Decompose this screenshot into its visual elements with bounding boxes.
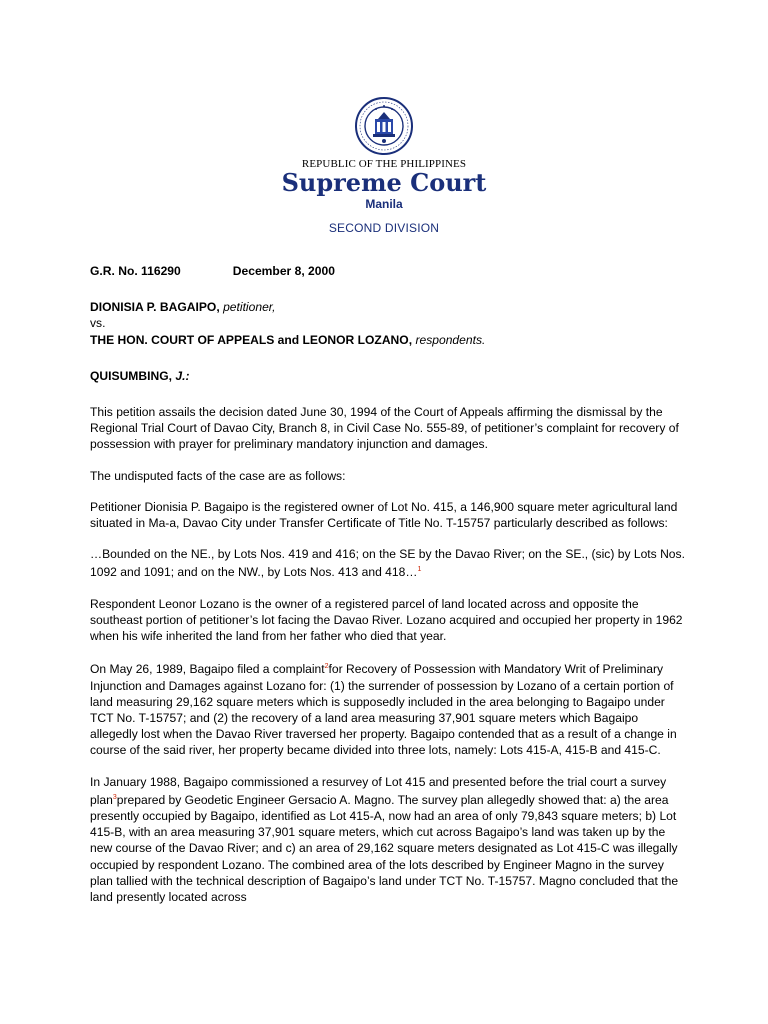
paragraph-text: In January 1988, Bagaipo commissioned a resurvey of Lot 415 and presented before the trial court a survey plan	[90, 774, 667, 807]
paragraph-text: prepared by Geodetic Engineer Gersacio A. Magno. The survey plan allegedly showed that: a) the area presently occupied by Bagaipo, identified as Lot 415-A, now had an area of only 79,843 square meters; b) Lot 415-B, with an area measuring 37,901 square meters, which cut across Bagaipo’s land was taken up by the new course of the Davao River; and c) an area of 29,162 square meters designated as Lot 415-C was illegally occupied by respondent Lozano. The combined area of the lots described by Engineer Magno in the survey plan tallied with the technical description of Bagaipo’s land under TCT No. T-15757. Magno concluded that the land presently located across	[90, 792, 679, 904]
footnote-link[interactable]: 2	[324, 663, 329, 671]
ponente-name: QUISUMBING,	[90, 368, 172, 383]
paragraph: This petition assails the decision dated June 30, 1994 of the Court of Appeals affirming the dismissal by the Regional Trial Court of Davao City, Branch 8, in Civil Case No. 555-89, of petitioner’s complaint for recovery of possession with prayer for preliminary mandatory injunction and damages.	[90, 405, 679, 452]
supreme-court-seal-icon	[354, 96, 414, 156]
petitioner-name: DIONISIA P. BAGAIPO,	[90, 300, 220, 315]
court-title: Supreme Court	[281, 168, 487, 197]
paragraph: Petitioner Dionisia P. Bagaipo is the registered owner of Lot No. 415, a 146,900 square meter agricultural land situated in Ma-a, Davao City under Transfer Certificate of Title No. T-15757 particularly described as follows:	[90, 499, 678, 531]
respondent-role: respondents.	[415, 332, 486, 347]
respondent-name: THE HON. COURT OF APPEALS and LEONOR LOZANO,	[90, 332, 413, 347]
respondent-line	[90, 332, 685, 348]
versus-label: vs.	[90, 316, 106, 331]
decision-body	[90, 263, 685, 920]
paragraph-text: On May 26, 1989, Bagaipo filed a complaint	[90, 662, 325, 677]
footnote-link[interactable]: 3	[112, 793, 117, 801]
court-city: Manila	[365, 197, 403, 211]
footnote-link[interactable]: 1	[417, 566, 422, 574]
paragraph: Respondent Leonor Lozano is the owner of a registered parcel of land located across and opposite the southeast portion of petitioner’s lot facing the Davao River. Lozano acquired and occupied her property in 1962 when his wife inherited the land from her father who died that year.	[90, 596, 683, 644]
paragraph-text: for Recovery of Possession with Mandatory Writ of Preliminary Injunction and Damages against Lozano for: (1) the surrender of possession by Lozano of a certain portion of land measuring 29,162 square meters which is supposedly included in the area belonging to Bagaipo under TCT No. T-15757; and (2) the recovery of a land area measuring 37,901 square meters which Bagaipo allegedly lost when the Davao River traversed her property. Bagaipo contended that as a result of a change in course of the said river, her property became divided into three lots, namely: Lots 415-A, 415-B and 415-C.	[90, 662, 677, 758]
republic-label: REPUBLIC OF THE PHILIPPINES	[301, 158, 467, 170]
quoted-paragraph	[90, 546, 685, 580]
petitioner-role: petitioner,	[223, 300, 276, 315]
paragraph	[90, 774, 685, 906]
quoted-text: …Bounded on the NE., by Lots Nos. 419 and 416; on the SE by the Davao River; on the SE., (sic) by Lots Nos. 1092 and 1091; and on the NW., by Lots Nos. 413 and 418…	[90, 547, 685, 580]
decision-date: December 8, 2000	[232, 264, 335, 278]
ponente-suffix: J.:	[175, 368, 190, 383]
paragraph	[90, 659, 685, 758]
paragraph: The undisputed facts of the case are as follows:	[90, 468, 346, 483]
court-header	[0, 96, 768, 235]
ponente-line	[90, 368, 685, 384]
petitioner-line	[90, 299, 685, 315]
case-number-line	[90, 263, 685, 279]
division-label: SECOND DIVISION	[328, 221, 440, 235]
gr-number: G.R. No. 116290	[90, 264, 181, 278]
